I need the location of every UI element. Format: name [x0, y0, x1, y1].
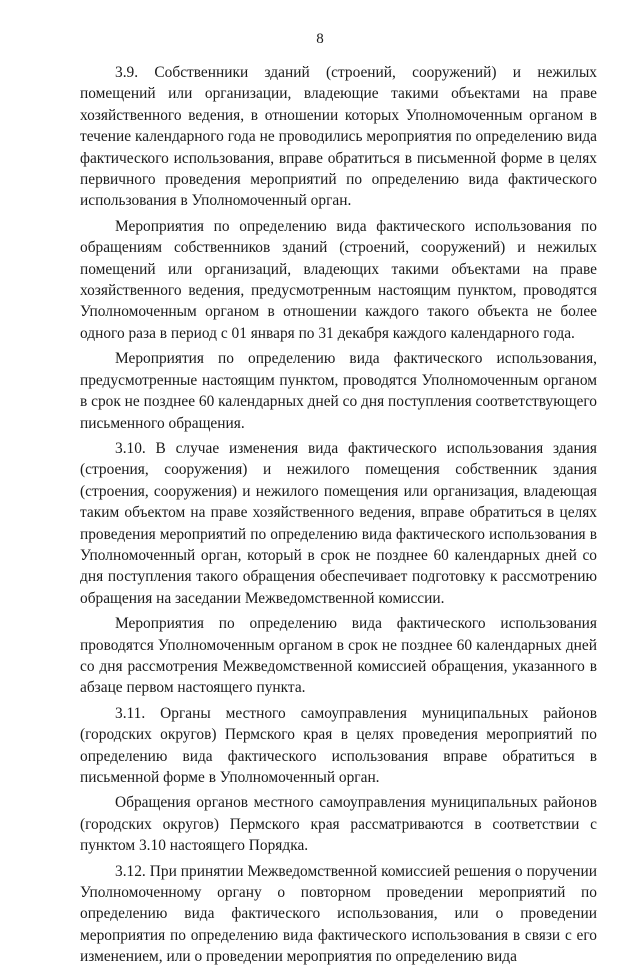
page-number: 8 — [316, 31, 324, 47]
paragraph-3-9: 3.9. Собственники зданий (строений, сооружений) и нежилых помещений или организации, владеющие такими объектами на праве хозяйственного ведения, в отношении которых Уполномоченным органом в течение календарного года не проводились мероприятия по определению вида фактического использования, вправе обратиться в письменной форме в целях первичного проведения мероприятий по определению вида фактического использования в Уполномоченный орган. — [80, 64, 597, 210]
paragraph-3-11-requests: Обращения органов местного самоуправления муниципальных районов (городских округов) Пермского края рассматриваются в соответствии с пунктом 3.10 настоящего Порядка. — [80, 794, 597, 855]
paragraph-3-12: 3.12. При принятии Межведомственной комиссией решения о поручении Уполномоченному органу о повторном проведении мероприятий по определению вида фактического использования, или о проведении мероприятия по определению вида фактического использования в связи с его изменением, или о проведении мероприятия по определению вида — [80, 862, 597, 966]
paragraph-3-9-events: Мероприятия по определению вида фактического использования по обращениям собственников зданий (строений, сооружений) и нежилых помещений или организаций, владеющих такими объектами на праве хозяйственного ведения, предусмотренным настоящим пунктом, проводятся Уполномоченным органом в отношении каждого такого объекта не более одного раза в период с 01 января по 31 декабря каждого календарного года. — [80, 217, 597, 342]
paragraph-3-10-events: Мероприятия по определению вида фактического использования проводятся Уполномоченным органом в срок не позднее 60 календарных дней со дня рассмотрения Межведомственной комиссией обращения, указанного в абзаце первом настоящего пункта. — [80, 615, 597, 697]
paragraph-3-9-deadline: Мероприятия по определению вида фактического использования, предусмотренные настоящим пунктом, проводятся Уполномоченным органом в срок не позднее 60 календарных дней со дня поступления соответствующего письменного обращения. — [80, 350, 597, 432]
paragraph-3-11: 3.11. Органы местного самоуправления муниципальных районов (городских округов) Пермского края в целях проведения мероприятий по определению вида фактического использования вправе обратиться в письменной форме в Уполномоченный орган. — [80, 704, 597, 786]
document-body — [80, 62, 597, 968]
paragraph-3-10: 3.10. В случае изменения вида фактического использования здания (строения, сооружения) и нежилого помещения собственник здания (строения, сооружения) и нежилого помещения или организация, владеющая таким объектом на праве хозяйственного ведения, вправе обратиться в целях проведения мероприятий по определению вида фактического использования в Уполномоченный орган, который в срок не позднее 60 календарных дней со дня поступления такого обращения обеспечивает подготовку к рассмотрению обращения на заседании Межведомственной комиссии. — [80, 439, 597, 607]
